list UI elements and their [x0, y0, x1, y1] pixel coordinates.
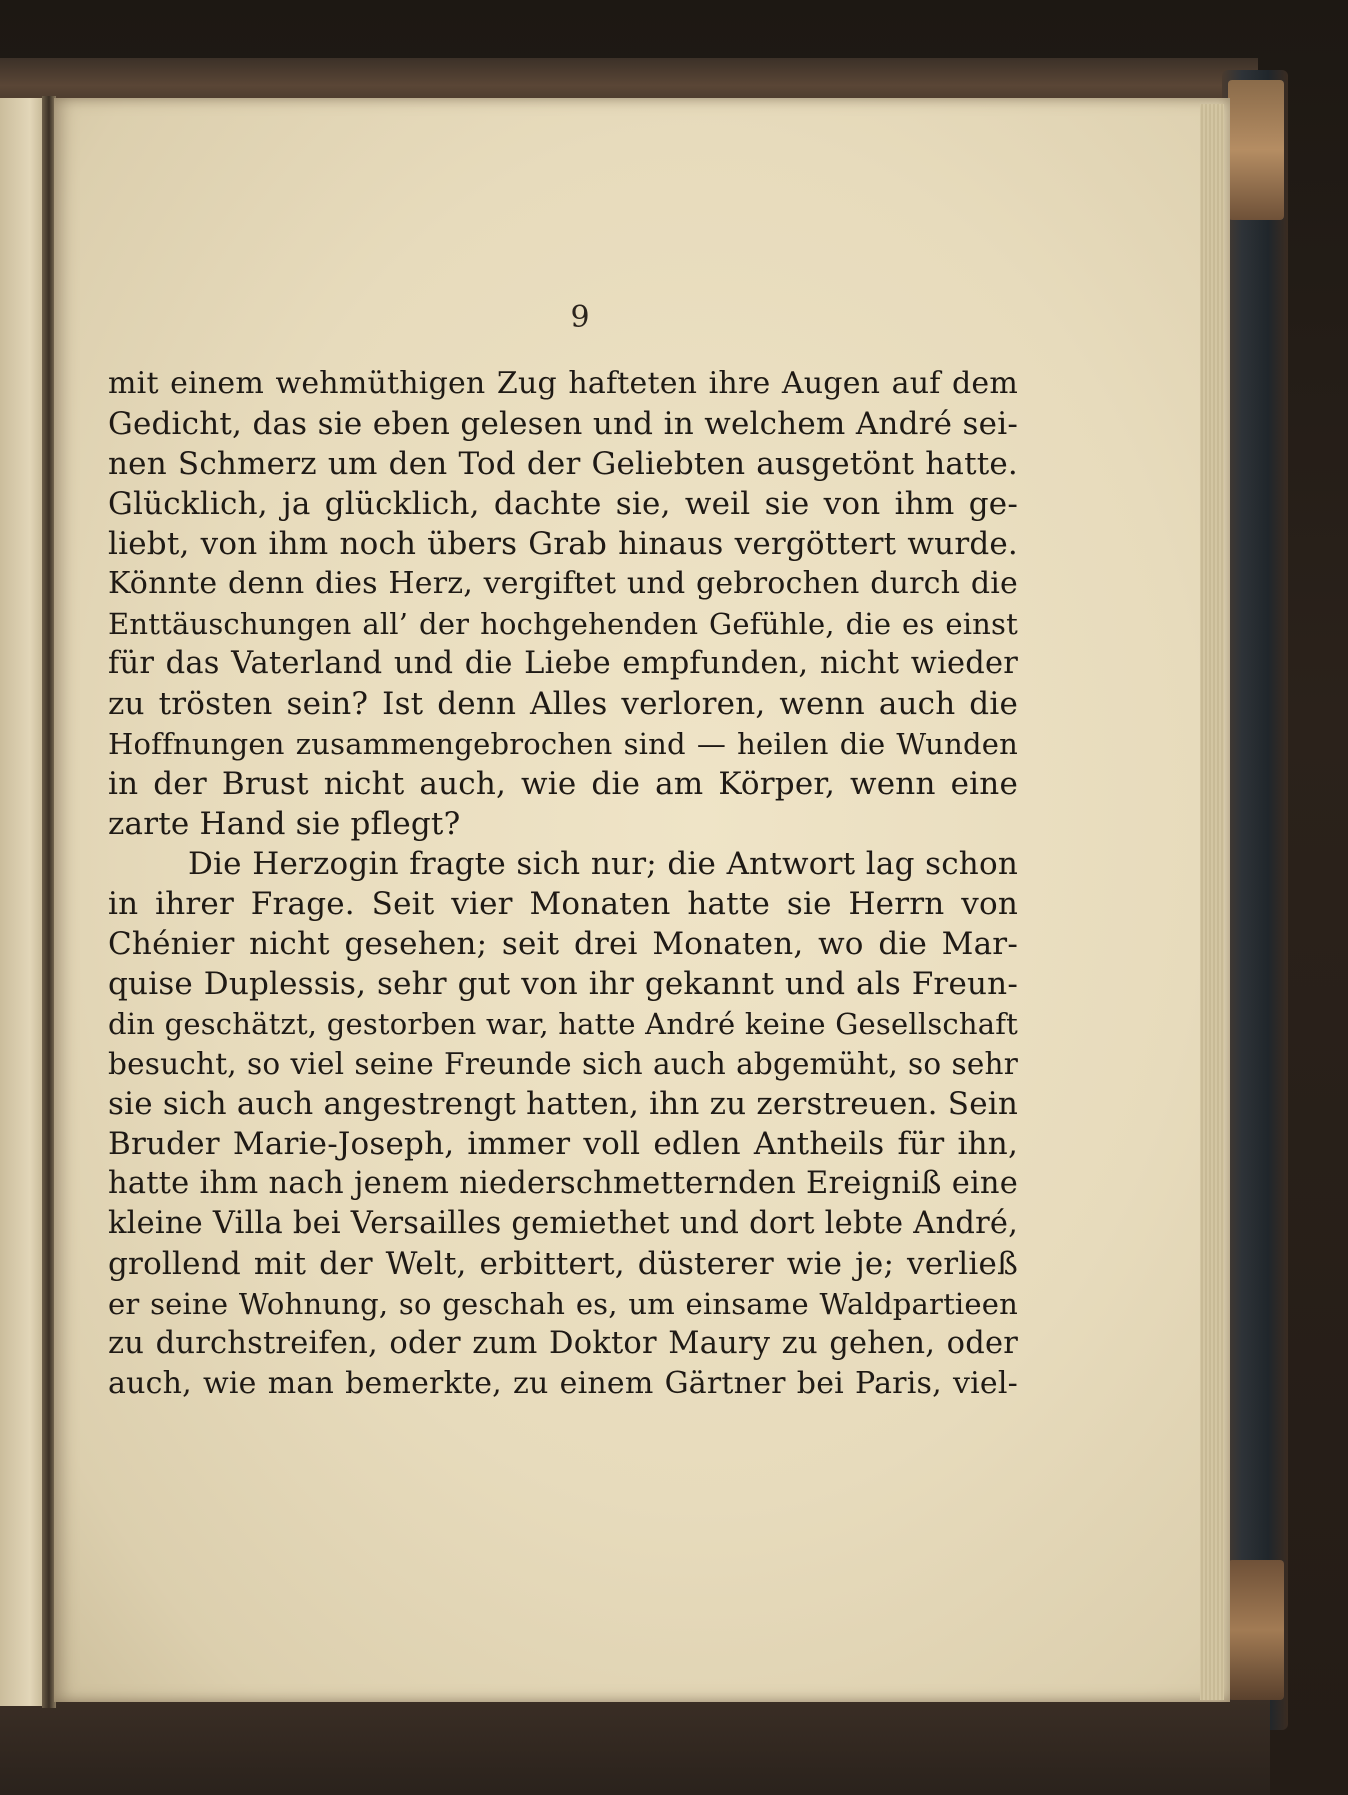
- leather-corner-top: [1228, 80, 1284, 220]
- page-number: 9: [570, 300, 590, 335]
- text-line: Die Herzogin fragte sich nur; die Antwort lag schon: [188, 846, 1018, 882]
- text-line: in der Brust nicht auch, wie die am Körper, wenn eine: [108, 766, 1018, 802]
- text-line: Hoffnungen zusammengebrochen sind — heilen die Wunden: [108, 727, 1018, 761]
- text-line: Gedicht, das sie eben gelesen und in welchem André sei-: [108, 406, 1018, 442]
- text-line: grollend mit der Welt, erbittert, düsterer wie je; verließ: [108, 1246, 1018, 1282]
- text-line: er seine Wohnung, so geschah es, um einsame Waldpartieen: [108, 1287, 1018, 1321]
- book-cover-bottom-edge: [0, 1700, 1270, 1795]
- text-line: zu trösten sein? Ist denn Alles verloren, wenn auch die: [108, 686, 1018, 722]
- text-line: sie sich auch angestrengt hatten, ihn zu zerstreuen. Sein: [108, 1086, 1019, 1122]
- text-line: Chénier nicht gesehen; seit drei Monaten, wo die Mar-: [108, 926, 1018, 962]
- text-line: für das Vaterland und die Liebe empfunden, nicht wieder: [108, 646, 1018, 681]
- text-line: Bruder Marie-Joseph, immer voll edlen Antheils für ihn,: [108, 1126, 1018, 1162]
- text-line: din geschätzt, gestorben war, hatte André keine Gesellschaft: [108, 1007, 1018, 1041]
- text-line: quise Duplessis, sehr gut von ihr gekannt und als Freun-: [108, 966, 1018, 1002]
- text-line: nen Schmerz um den Tod der Geliebten ausgetönt hatte.: [108, 446, 1018, 482]
- text-line: zarte Hand sie pflegt?: [108, 806, 461, 842]
- text-line: kleine Villa bei Versailles gemiethet und dort lebte André,: [108, 1206, 1018, 1241]
- text-line: Enttäuschungen all’ der hochgehenden Gefühle, die es einst: [108, 607, 1018, 641]
- text-line: zu durchstreifen, oder zum Doktor Maury zu gehen, oder: [108, 1326, 1018, 1361]
- text-line: liebt, von ihm noch übers Grab hinaus vergöttert wurde.: [108, 526, 1018, 562]
- leather-corner-bottom: [1228, 1560, 1284, 1700]
- text-line: in ihrer Frage. Seit vier Monaten hatte sie Herrn von: [108, 886, 1018, 922]
- text-line: besucht, so viel seine Freunde sich auch abgemüht, so sehr: [108, 1047, 1018, 1081]
- text-line: hatte ihm nach jenem niederschmetternden Ereigniß eine: [108, 1166, 1018, 1201]
- text-line: Glücklich, ja glücklich, dachte sie, weil sie von ihm ge-: [108, 486, 1018, 522]
- text-line: Könnte denn dies Herz, vergiftet und gebrochen durch die: [108, 566, 1018, 601]
- book-spine-right: [1222, 70, 1288, 1730]
- text-line: auch, wie man bemerkte, zu einem Gärtner bei Paris, viel-: [108, 1366, 1018, 1401]
- text-line: mit einem wehmüthigen Zug hafteten ihre Augen auf dem: [108, 366, 1018, 401]
- page-stack-edge: [1200, 104, 1224, 1700]
- page-text: [108, 364, 1018, 1404]
